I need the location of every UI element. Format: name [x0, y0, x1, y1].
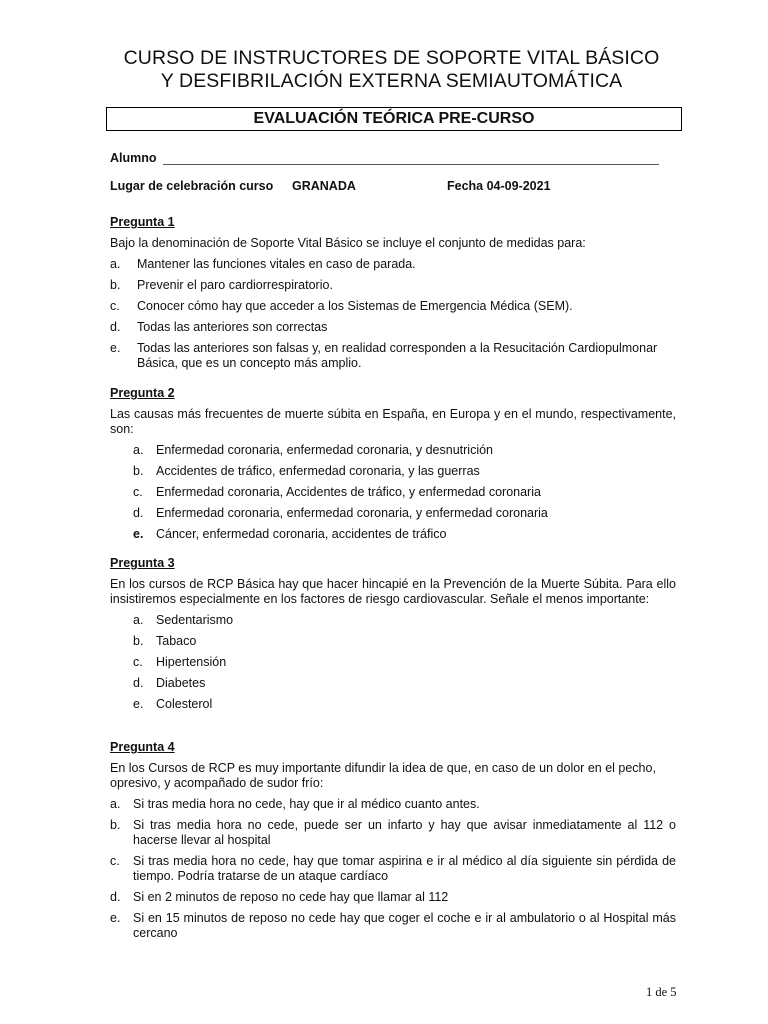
lugar-value: GRANADA — [292, 179, 356, 193]
option-text: Enfermedad coronaria, enfermedad coronaria, y desnutrición — [156, 443, 493, 457]
question-text: En los Cursos de RCP es muy importante difundir la idea de que, en caso de un dolor en el pecho, opresivo, y acompañado de sudor frío: — [110, 761, 656, 790]
option-letter: e. — [110, 911, 121, 925]
answer-option — [110, 464, 676, 479]
option-text: Todas las anteriores son falsas y, en realidad corresponden a la Resucitación Cardiopulmonar Básica, que es un concepto más amplio. — [137, 341, 658, 370]
question-title: Pregunta 1 — [110, 215, 175, 229]
option-letter: b. — [133, 634, 144, 648]
option-letter: e. — [110, 341, 121, 355]
option-letter: d. — [133, 676, 144, 690]
option-text: Si en 2 minutos de reposo no cede hay que llamar al 112 — [133, 890, 449, 904]
question-3 — [110, 556, 676, 718]
page-number: 1 de 5 — [646, 985, 677, 999]
answer-option — [110, 634, 676, 649]
option-letter: c. — [133, 485, 143, 499]
option-text: Diabetes — [156, 676, 206, 690]
option-text: Enfermedad coronaria, Accidentes de tráfico, y enfermedad coronaria — [156, 485, 541, 499]
option-text: Prevenir el paro cardiorrespiratorio. — [137, 278, 333, 292]
option-letter: c. — [133, 655, 143, 669]
document-title — [0, 47, 768, 93]
question-4 — [110, 740, 676, 947]
option-letter: a. — [133, 443, 144, 457]
answer-option — [110, 613, 676, 628]
option-text: Conocer cómo hay que acceder a los Sistemas de Emergencia Médica (SEM). — [137, 299, 573, 313]
answer-option — [110, 697, 676, 712]
answer-option — [110, 299, 676, 314]
option-letter: e. — [133, 697, 144, 711]
option-letter: c. — [110, 299, 120, 313]
exam-title: EVALUACIÓN TEÓRICA PRE-CURSO — [106, 107, 682, 131]
option-letter: b. — [110, 278, 121, 292]
answer-option — [110, 911, 676, 941]
option-text: Cáncer, enfermedad coronaria, accidentes de tráfico — [156, 527, 447, 541]
option-text: Todas las anteriores son correctas — [137, 320, 328, 334]
option-text: Si tras media hora no cede, puede ser un infarto y hay que avisar inmediatamente al 112 o hacerse llevar al hospital — [133, 818, 676, 847]
alumno-label: Alumno — [110, 151, 157, 165]
answer-option — [110, 527, 676, 542]
option-letter: d. — [110, 890, 121, 904]
question-text: Bajo la denominación de Soporte Vital Básico se incluye el conjunto de medidas para: — [110, 236, 586, 250]
fecha-field: Fecha 04-09-2021 — [447, 179, 551, 193]
question-title: Pregunta 4 — [110, 740, 175, 754]
answer-option — [110, 854, 676, 884]
answer-option — [110, 676, 676, 691]
title-line-1: CURSO DE INSTRUCTORES DE SOPORTE VITAL BÁSICO — [123, 47, 660, 69]
option-letter: d. — [110, 320, 121, 334]
option-text: Tabaco — [156, 634, 197, 648]
question-text: En los cursos de RCP Básica hay que hacer hincapié en la Prevención de la Muerte Súbita. Para ello insistiremos especialmente en los factores de riesgo cardiovascular. Señale el menos importante: — [110, 577, 676, 606]
option-letter: b. — [133, 464, 144, 478]
option-text: Mantener las funciones vitales en caso de parada. — [137, 257, 416, 271]
answer-option — [110, 257, 676, 272]
option-text: Si tras media hora no cede, hay que ir al médico cuanto antes. — [133, 797, 480, 811]
answer-option — [110, 485, 676, 500]
question-text: Las causas más frecuentes de muerte súbita en España, en Europa y en el mundo, respectivamente, son: — [110, 407, 676, 436]
answer-option — [110, 797, 676, 812]
answer-option — [110, 655, 676, 670]
option-text: Si tras media hora no cede, hay que tomar aspirina e ir al médico al día siguiente sin pérdida de tiempo. Podría tratarse de un ataque cardíaco — [133, 854, 676, 883]
title-line-2: Y DESFIBRILACIÓN EXTERNA SEMIAUTOMÁTICA — [160, 70, 623, 92]
option-text: Accidentes de tráfico, enfermedad coronaria, y las guerras — [156, 464, 480, 478]
alumno-blank-line[interactable] — [163, 151, 659, 165]
option-text: Colesterol — [156, 697, 213, 711]
option-text: Sedentarismo — [156, 613, 234, 627]
option-text: Enfermedad coronaria, enfermedad coronaria, y enfermedad coronaria — [156, 506, 548, 520]
option-letter: e. — [133, 527, 144, 541]
alumno-field — [110, 151, 659, 165]
question-1 — [110, 215, 676, 377]
answer-option — [110, 818, 676, 848]
answer-option — [110, 506, 676, 521]
answer-option — [110, 320, 676, 335]
answer-option — [110, 890, 676, 905]
option-text: Si en 15 minutos de reposo no cede hay que coger el coche e ir al ambulatorio o al Hospital más cercano — [133, 911, 676, 940]
lugar-label: Lugar de celebración curso — [110, 179, 274, 193]
option-text: Hipertensión — [156, 655, 227, 669]
option-letter: b. — [110, 818, 121, 832]
question-title: Pregunta 3 — [110, 556, 175, 570]
answer-option — [110, 341, 676, 371]
option-letter: a. — [110, 257, 121, 271]
option-letter: d. — [133, 506, 144, 520]
answer-option — [110, 443, 676, 458]
option-letter: a. — [133, 613, 144, 627]
question-2 — [110, 386, 676, 548]
option-letter: a. — [110, 797, 121, 811]
answer-option — [110, 278, 676, 293]
lugar-field — [110, 179, 273, 193]
option-letter: c. — [110, 854, 120, 868]
question-title: Pregunta 2 — [110, 386, 175, 400]
